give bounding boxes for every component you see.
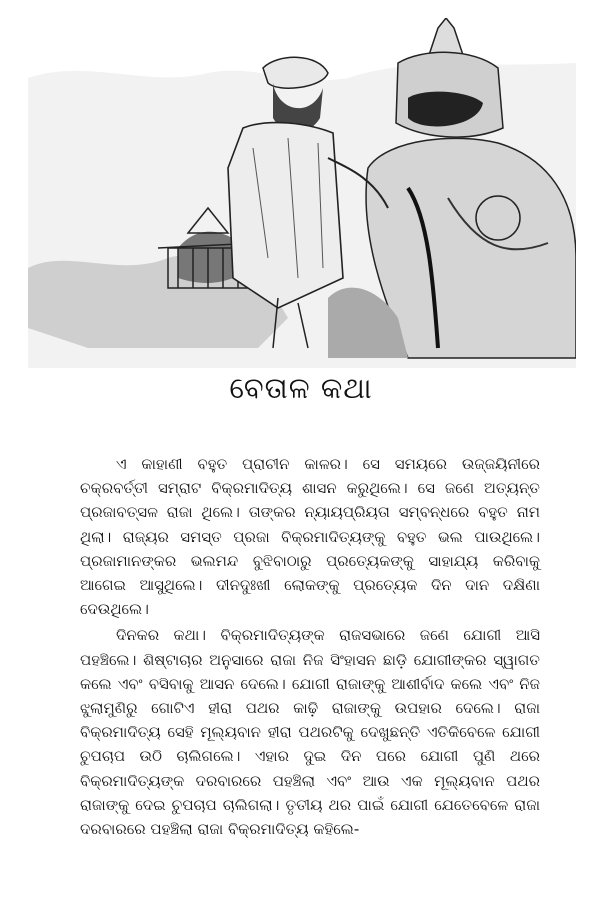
story-illustration (28, 18, 576, 368)
paragraph-2: ଦିନକର କଥା। ବିକ୍ରମାଦିତ୍ୟଙ୍କ ରାଜସଭାରେ ଜଣେ ଯୋଗୀ ଆସି ପହଞ୍ଚିଲେ। ଶିଷ୍ଟାଚାର ଅନୁସାରେ ରାଜା ନିଜ ସିଂହାସନ ଛାଡ଼ି ଯୋଗୀଙ୍କର ସ୍ୱାଗତ କଲେ ଏବଂ ବସିବାକୁ ଆସନ ଦେଲେ। ଯୋଗୀ ରାଜାଙ୍କୁ ଆଶୀର୍ବାଦ କଲେ ଏବଂ ନିଜ ଝୁଲାମୁଣିରୁ ଗୋଟିଏ ହୀରା ପଥର କାଢ଼ି ରାଜାଙ୍କୁ ଉପହାର ଦେଲେ। ରାଜା ବିକ୍ରମାଦିତ୍ୟ ସେହି ମୂଲ୍ୟବାନ ହୀରା ପଥରଟିକୁ ଦେଖୁଛନ୍ତି ଏତିକିବେଳେ ଯୋଗୀ ଚୁପଚାପ ଉଠି ଚାଲିଗଲେ। ଏହାର ଦୁଇ ଦିନ ପରେ ଯୋଗୀ ପୁଣି ଥରେ ବିକ୍ରମାଦିତ୍ୟଙ୍କ ଦରବାରରେ ପହଞ୍ଚିଲା ଏବଂ ଆଉ ଏକ ମୂଲ୍ୟବାନ ପଥର ରାଜାଙ୍କୁ ଦେଇ ଚୁପଚାପ ଚାଲିଗଲା। ତୃତୀୟ ଥର ପାଇଁ ଯୋଗୀ ଯେତେବେଳେ ରାଜା ଦରବାରରେ ପହଞ୍ଚିଲା ରାଜା ବିକ୍ରମାଦିତ୍ୟ କହିଲେ- (80, 626, 540, 839)
story-title: ବେତାଳ କଥା (229, 371, 373, 405)
paragraph-1: ଏ କାହାଣୀ ବହୁତ ପ୍ରାଚୀନ କାଳର। ସେ ସମୟରେ ଉଜ୍ଜୟିନୀରେ ଚକ୍ରବର୍ତ୍ତୀ ସମ୍ରାଟ ବିକ୍ରମାଦିତ୍ୟ ଶାସନ କରୁଥିଲେ। ସେ ଜଣେ ଅତ୍ୟନ୍ତ ପ୍ରଜାବତ୍ସଳ ରାଜା ଥିଲେ। ତାଙ୍କର ନ୍ୟାୟପ୍ରିୟତା ସମ୍ବନ୍ଧରେ ବହୁତ ନାମ ଥିଲା। ରାଜ୍ୟର ସମସ୍ତ ପ୍ରଜା ବିକ୍ରମାଦିତ୍ୟଙ୍କୁ ବହୁତ ଭଲ ପାଉଥିଲେ। ପ୍ରଜାମାନଙ୍କର ଭଲମନ୍ଦ ବୁଝିବାଠାରୁ ପ୍ରତ୍ୟେକଙ୍କୁ ସାହାଯ୍ୟ କରିବାକୁ ଆଗେଇ ଆସୁଥିଲେ। ଦୀନଦୁଃଖୀ ଲୋକଙ୍କୁ ପ୍ରତ୍ୟେକ ଦିନ ଦାନ ଦକ୍ଷିଣା ଦେଉଥିଲେ। (80, 455, 540, 619)
story-body (80, 452, 540, 841)
